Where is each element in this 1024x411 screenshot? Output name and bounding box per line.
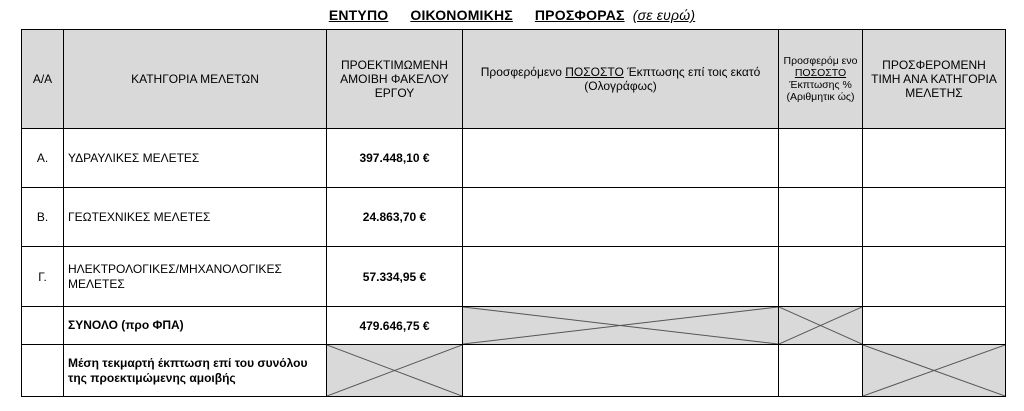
row-offered-price-cell[interactable] bbox=[863, 247, 1006, 307]
header-estimated-fee: ΠΡΟΕΚΤΙΜΩΜΕΝΗ ΑΜΟΙΒΗ ΦΑΚΕΛΟΥ ΕΡΓΟΥ bbox=[327, 30, 463, 129]
cross-out-icon bbox=[327, 345, 462, 396]
total-percent-words-disabled bbox=[463, 307, 779, 345]
total-percent-numeric-disabled bbox=[779, 307, 863, 345]
row-percent-numeric-cell[interactable] bbox=[779, 188, 863, 247]
row-category: ΗΛΕΚΤΡΟΛΟΓΙΚΕΣ/ΜΗΧΑΝΟΛΟΓΙΚΕΣ ΜΕΛΕΤΕΣ bbox=[64, 247, 327, 307]
header-category: ΚΑΤΗΓΟΡΙΑ ΜΕΛΕΤΩΝ bbox=[64, 30, 327, 129]
average-label: Μέση τεκμαρτή έκπτωση επί του συνόλου της προεκτιμώμενης αμοιβής bbox=[64, 345, 327, 397]
total-aa-cell bbox=[22, 307, 64, 345]
title-suffix: (σε ευρώ) bbox=[632, 7, 696, 23]
offer-table bbox=[21, 29, 1006, 397]
average-percent-numeric-cell[interactable] bbox=[779, 345, 863, 397]
average-offered-price-disabled bbox=[863, 345, 1006, 397]
total-row bbox=[22, 307, 1006, 345]
row-percent-numeric-cell[interactable] bbox=[779, 129, 863, 188]
title-word-2: ΟΙΚΟΝΟΜΙΚΗΣ bbox=[410, 7, 513, 23]
header-percent-words bbox=[463, 30, 779, 129]
header-percent-words-pre: Προσφερόμενο bbox=[480, 65, 562, 79]
header-percent-numeric bbox=[779, 30, 863, 129]
header-percent-num-underlined: ΠΟΣΟΣΤΟ bbox=[794, 67, 847, 79]
row-percent-numeric-cell[interactable] bbox=[779, 247, 863, 307]
header-percent-num-post: Έκπτωσης % (Αριθμητικ ώς) bbox=[786, 79, 855, 103]
row-amount: 24.863,70 € bbox=[327, 188, 463, 247]
row-percent-words-cell[interactable] bbox=[463, 247, 779, 307]
row-offered-price-cell[interactable] bbox=[863, 129, 1006, 188]
header-percent-words-underlined: ΠΟΣΟΣΤΟ bbox=[565, 65, 624, 79]
total-amount: 479.646,75 € bbox=[327, 307, 463, 345]
title-word-3: ΠΡΟΣΦΟΡΑΣ bbox=[534, 7, 625, 23]
row-aa: Α. bbox=[22, 129, 64, 188]
row-percent-words-cell[interactable] bbox=[463, 129, 779, 188]
average-percent-words-cell[interactable] bbox=[463, 345, 779, 397]
row-category: ΥΔΡΑΥΛΙΚΕΣ ΜΕΛΕΤΕΣ bbox=[64, 129, 327, 188]
row-aa: Β. bbox=[22, 188, 64, 247]
cross-out-icon bbox=[463, 307, 778, 344]
cross-out-icon bbox=[863, 345, 1005, 396]
title-word-1: ΕΝΤΥΠΟ bbox=[328, 7, 389, 23]
table-row bbox=[22, 188, 1006, 247]
page-title bbox=[0, 7, 1024, 23]
average-amount-disabled bbox=[327, 345, 463, 397]
average-aa-cell bbox=[22, 345, 64, 397]
row-category: ΓΕΩΤΕΧΝΙΚΕΣ ΜΕΛΕΤΕΣ bbox=[64, 188, 327, 247]
header-percent-num-pre: Προσφερόμ ενο bbox=[783, 55, 858, 67]
header-percent-words-post: Έκπτωσης επί τοις εκατό (Ολογράφως) bbox=[584, 65, 761, 93]
header-offered-price: ΠΡΟΣΦΕΡΟΜΕΝΗ ΤΙΜΗ ΑΝΑ ΚΑΤΗΓΟΡΙΑ ΜΕΛΕΤΗΣ bbox=[863, 30, 1006, 129]
row-aa: Γ. bbox=[22, 247, 64, 307]
cross-out-icon bbox=[779, 307, 862, 344]
row-percent-words-cell[interactable] bbox=[463, 188, 779, 247]
header-row bbox=[22, 30, 1006, 129]
header-aa: Α/Α bbox=[22, 30, 64, 129]
total-offered-price-cell[interactable] bbox=[863, 307, 1006, 345]
total-label: ΣΥΝΟΛΟ (προ ΦΠΑ) bbox=[64, 307, 327, 345]
table-row bbox=[22, 129, 1006, 188]
table-row bbox=[22, 247, 1006, 307]
average-row bbox=[22, 345, 1006, 397]
row-amount: 397.448,10 € bbox=[327, 129, 463, 188]
row-amount: 57.334,95 € bbox=[327, 247, 463, 307]
row-offered-price-cell[interactable] bbox=[863, 188, 1006, 247]
